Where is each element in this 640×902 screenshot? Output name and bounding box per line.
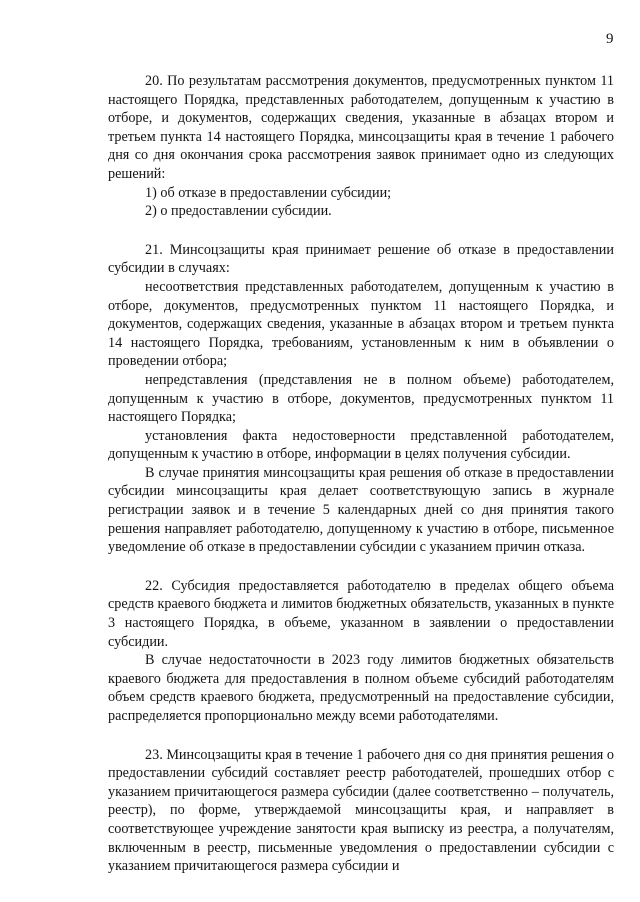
list-item: 2) о предоставлении субсидии.: [145, 203, 332, 220]
section-21: [108, 241, 614, 557]
paragraph: В случае принятия минсоцзащиты края решения об отказе в предоставлении субсидии минсоцзащиты края делает соответствующую запись в журнале регистрации заявок и в течение 5 календарных дней со дня принятия такого решения направляет работодателю, допущенному к участию в отборе, письменное уведомление об отказе в предоставлении субсидии с указанием причин отказа.: [108, 464, 614, 556]
paragraph: непредставления (представления не в полном объеме) работодателем, допущенным к участию в отборе, документов, предусмотренных пунктом 11 настоящего Порядка;: [108, 371, 614, 426]
list-item: 1) об отказе в предоставлении субсидии;: [145, 184, 392, 201]
paragraph: 23. Минсоцзащиты края в течение 1 рабочего дня со дня принятия решения о предоставлении субсидий составляет реестр работодателей, прошедших отбор с указанием причитающегося размера субсидии (далее соответственно – получатель, реестр), по форме, утверждаемой минсоцзащиты края, и направляет в соответствующее учреждение занятости края выписку из реестра, а получателям, включенным в реестр, письменные уведомления о предоставлении субсидии с указанием причитающегося размера субсидии и: [108, 746, 614, 875]
paragraph: В случае недостаточности в 2023 году лимитов бюджетных обязательств краевого бюджета для предоставления в полном объеме субсидий работодателям объем средств краевого бюджета, предусмотренный на предоставление субсидии, распределяется пропорционально между всеми работодателями.: [108, 652, 614, 724]
section-20: [108, 72, 614, 221]
paragraph: несоответствия представленных работодателем, допущенным к участию в отборе, документов, предусмотренных пунктом 11 настоящего Порядка, и документов, содержащих сведения, указанные в абзацах втором и третьем пункта 14 настоящего Порядка, требованиям, установленным к ним в объявлении о проведении отбора;: [108, 278, 614, 370]
document-body: [108, 72, 614, 876]
section-22: [108, 577, 614, 726]
paragraph: 22. Субсидия предоставляется работодателю в пределах общего объема средств краевого бюджета и лимитов бюджетных обязательств, указанных в пункте 3 настоящего Порядка, в объеме, указанном в заявлении о предоставлении субсидии.: [108, 577, 614, 650]
paragraph: установления факта недостоверности представленной работодателем, допущенным к участию в отборе, информации в целях получения субсидии.: [108, 427, 614, 463]
section-23: [108, 746, 614, 876]
paragraph: 20. По результатам рассмотрения документов, предусмотренных пунктом 11 настоящего Порядка, представленных работодателем, допущенным к участию в отборе, и документов, содержащих сведения, указанные в абзацах втором и третьем пункта 14 настоящего Порядка, минсоцзащиты края в течение 1 рабочего дня со дня окончания срока рассмотрения заявок принимает одно из следующих решений:: [108, 73, 614, 182]
paragraph: 21. Минсоцзащиты края принимает решение об отказе в предоставлении субсидии в случаях:: [108, 241, 614, 277]
page-number: 9: [606, 31, 614, 47]
